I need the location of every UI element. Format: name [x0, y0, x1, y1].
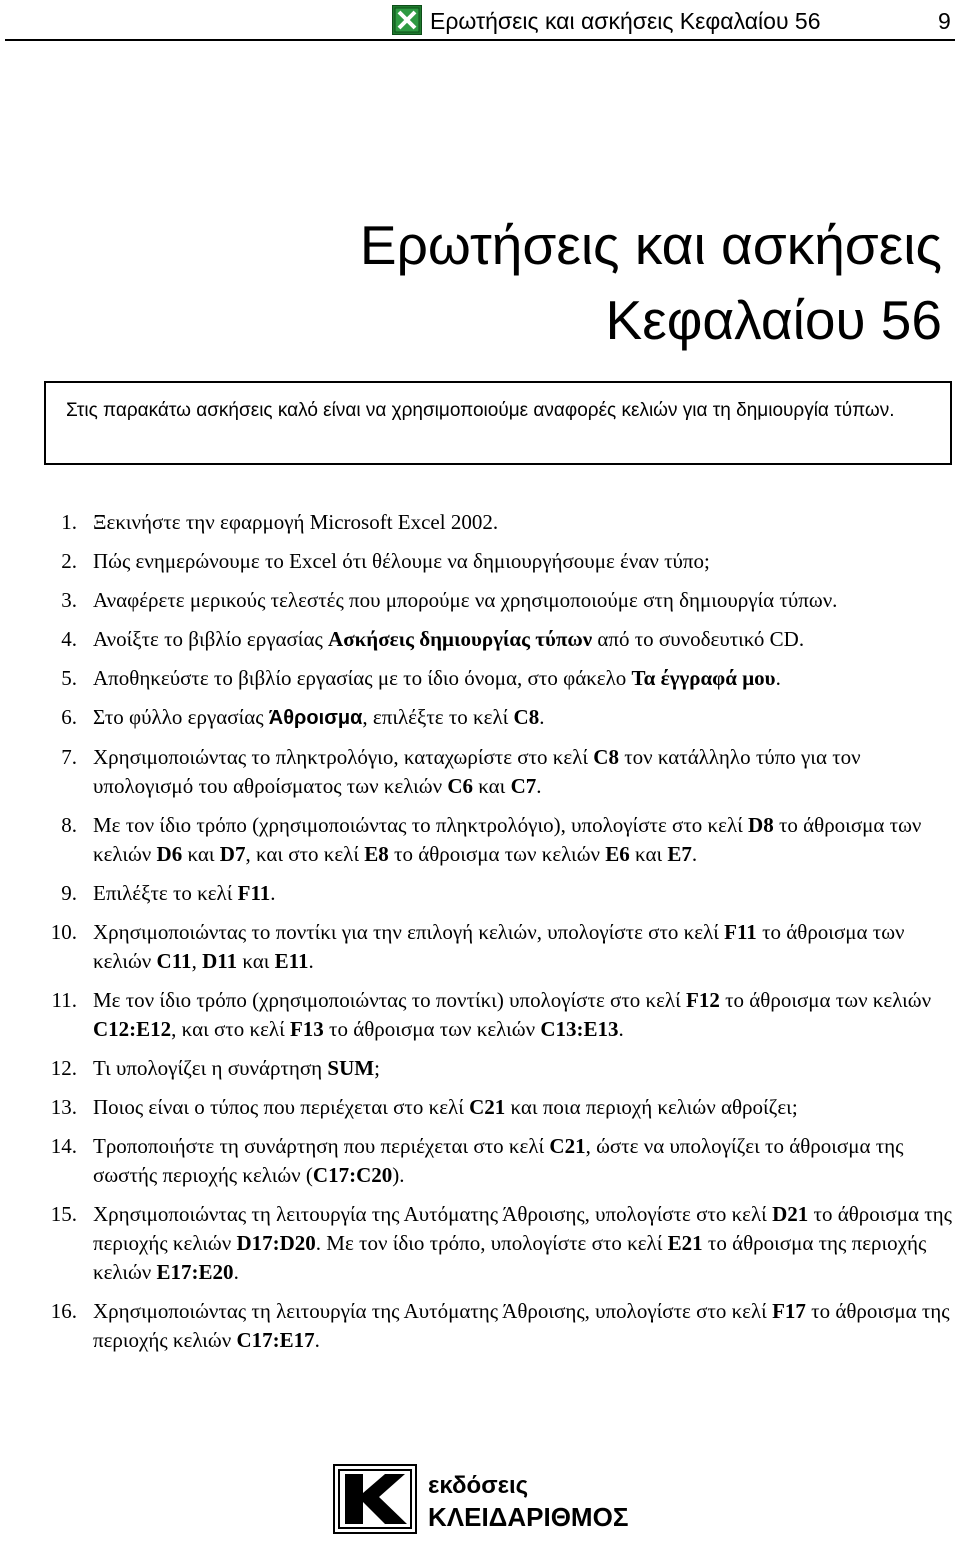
header-divider — [5, 39, 955, 41]
publisher-logo — [333, 1458, 633, 1538]
exercise-number: 11. — [51, 988, 77, 1012]
exercise-number: 1. — [61, 510, 77, 534]
exercise-text: ). — [392, 1163, 405, 1187]
exercise-text: το άθροισμα των κελιών — [719, 988, 932, 1012]
exercise-item — [20, 1297, 960, 1355]
exercise-text: , — [191, 949, 203, 973]
exercise-term: Τα έγγραφά μου — [631, 666, 776, 690]
exercise-text: και — [629, 842, 668, 866]
exercise-number: 4. — [61, 627, 77, 651]
exercise-number: 15. — [50, 1202, 77, 1226]
exercise-text: το άθροισμα της περιοχής κελιών — [93, 1202, 952, 1255]
exercise-text: το άθροισμα της περιοχής κελιών — [93, 1299, 950, 1352]
exercise-text: , και στο κελί — [245, 842, 365, 866]
publisher-line2: ΚΛΕΙΔΑΡΙΘΜΟΣ — [428, 1502, 629, 1532]
exercise-item — [20, 986, 960, 1044]
exercise-text: από το συνοδευτικό CD. — [592, 627, 805, 651]
exercise-text: Με τον ίδιο τρόπο (χρησιμοποιώντας το πληκτρολόγιο), υπολογίστε στο κελί — [93, 813, 749, 837]
exercise-term: F11 — [237, 881, 271, 905]
exercise-term: E17:E20 — [156, 1260, 234, 1284]
exercise-number: 8. — [61, 813, 77, 837]
exercise-text: το άθροισμα των κελιών — [388, 842, 606, 866]
exercise-number: 12. — [50, 1056, 77, 1080]
exercise-term: Ασκήσεις δημιουργίας τύπων — [328, 627, 593, 651]
exercise-term: C8 — [513, 705, 540, 729]
exercise-term: D7 — [219, 842, 246, 866]
exercise-text: . — [314, 1328, 320, 1352]
exercise-item — [20, 508, 960, 537]
exercise-text: Με τον ίδιο τρόπο (χρησιμοποιώντας το ποντίκι) υπολογίστε στο κελί — [93, 988, 687, 1012]
exercise-item — [20, 743, 960, 801]
exercise-term: E6 — [605, 842, 630, 866]
exercise-text: ; — [374, 1056, 380, 1080]
exercise-term: C6 — [447, 774, 474, 798]
exercise-text: Αναφέρετε μερικούς τελεστές που μπορούμε να χρησιμοποιούμε στη δημιουργία τύπων. — [93, 588, 838, 612]
exercise-term: SUM — [327, 1056, 375, 1080]
page-header — [0, 0, 960, 44]
chapter-title-line1: Ερωτήσεις και ασκήσεις — [359, 214, 942, 276]
exercise-term: E21 — [667, 1231, 703, 1255]
exercise-text: . — [308, 949, 314, 973]
exercise-term: E11 — [274, 949, 309, 973]
exercise-text: . — [536, 774, 542, 798]
exercise-item — [20, 811, 960, 869]
exercise-item — [20, 918, 960, 976]
exercise-text: . — [270, 881, 276, 905]
exercise-term: F13 — [289, 1017, 324, 1041]
exercise-text: και — [473, 774, 511, 798]
exercise-text: το άθροισμα των κελιών — [323, 1017, 541, 1041]
exercise-text: Τροποποιήστε τη συνάρτηση που περιέχεται στο κελί — [93, 1134, 550, 1158]
exercise-item — [20, 1054, 960, 1083]
exercise-text: . — [618, 1017, 624, 1041]
chapter-title-line2: Κεφαλαίου 56 — [605, 289, 942, 351]
exercise-text: και ποια περιοχή κελιών αθροίζει; — [505, 1095, 798, 1119]
chapter-title — [360, 208, 942, 358]
exercise-text: . — [539, 705, 545, 729]
exercise-text: . Με τον ίδιο τρόπο, υπολογίστε στο κελί — [315, 1231, 668, 1255]
exercise-text: . — [775, 666, 781, 690]
kleidarithmos-logo-icon — [333, 1464, 417, 1534]
publisher-line1: εκδόσεις — [428, 1472, 529, 1499]
exercise-number: 10. — [50, 920, 77, 944]
page-number: 9 — [938, 8, 951, 34]
exercise-item — [20, 586, 960, 615]
exercise-text: Στο φύλλο εργασίας — [93, 705, 269, 729]
exercise-text: το άθροισμα της περιοχής κελιών — [93, 1231, 927, 1284]
exercise-number: 2. — [61, 549, 77, 573]
excel-icon — [392, 5, 422, 35]
exercise-term: D17:D20 — [236, 1231, 316, 1255]
exercise-item — [20, 664, 960, 693]
exercise-text: Ανοίξτε το βιβλίο εργασίας — [93, 627, 329, 651]
exercise-text: Χρησιμοποιώντας τη λειτουργία της Αυτόματης Άθροισης, υπολογίστε στο κελί — [93, 1299, 773, 1323]
exercise-item — [20, 547, 960, 576]
exercise-number: 14. — [50, 1134, 77, 1158]
running-title: Ερωτήσεις και ασκήσεις Κεφαλαίου 56 — [430, 8, 821, 34]
exercise-text: το άθροισμα των κελιών — [93, 920, 905, 973]
exercise-term: F11 — [724, 920, 757, 944]
exercise-text: τον κατάλληλο τύπο για τον υπολογισμό του αθροίσματος των κελιών — [93, 745, 861, 798]
exercise-term: C17:C20 — [312, 1163, 393, 1187]
exercise-term: C21 — [469, 1095, 506, 1119]
exercise-item — [20, 703, 960, 733]
exercise-text: το άθροισμα των κελιών — [93, 813, 922, 866]
exercise-number: 13. — [50, 1095, 77, 1119]
exercise-number: 3. — [61, 588, 77, 612]
exercise-text: , και στο κελί — [171, 1017, 290, 1041]
exercise-text: και — [182, 842, 220, 866]
exercise-term: D6 — [156, 842, 183, 866]
exercise-text: Πώς ενημερώνουμε το Excel ότι θέλουμε να δημιουργήσουμε έναν τύπο; — [93, 549, 710, 573]
exercise-item — [20, 1093, 960, 1122]
exercise-text: Χρησιμοποιώντας τη λειτουργία της Αυτόματης Άθροισης, υπολογίστε στο κελί — [93, 1202, 773, 1226]
exercise-term: F17 — [772, 1299, 806, 1323]
exercise-item — [20, 879, 960, 908]
exercise-number: 16. — [50, 1299, 77, 1323]
exercise-term: C12:E12 — [93, 1017, 172, 1041]
exercise-text: . — [233, 1260, 239, 1284]
exercise-text: Χρησιμοποιώντας το πληκτρολόγιο, καταχωρίστε στο κελί — [93, 745, 594, 769]
exercise-term: Άθροισμα — [268, 707, 363, 729]
exercise-term: C7 — [510, 774, 537, 798]
exercise-text: Αποθηκεύστε το βιβλίο εργασίας με το ίδιο όνομα, στο φάκελο — [93, 666, 632, 690]
exercise-text: , επιλέξτε το κελί — [362, 705, 514, 729]
intro-text: Στις παρακάτω ασκήσεις καλό είναι να χρησιμοποιούμε αναφορές κελιών για τη δημιουργία τύπων. — [66, 400, 895, 421]
intro-box — [44, 381, 952, 465]
exercise-term: E7 — [667, 842, 692, 866]
exercise-term: E8 — [364, 842, 389, 866]
exercise-text: Ξεκινήστε την εφαρμογή Microsoft Excel 2002. — [93, 510, 499, 534]
exercise-text: , ώστε να υπολογίζει το άθροισμα της σωστής περιοχής κελιών ( — [93, 1134, 904, 1187]
exercise-term: C11 — [156, 949, 192, 973]
exercise-list — [20, 508, 960, 1365]
exercise-text: Χρησιμοποιώντας το ποντίκι για την επιλογή κελιών, υπολογίστε στο κελί — [93, 920, 725, 944]
exercise-term: C21 — [549, 1134, 586, 1158]
exercise-item — [20, 1200, 960, 1287]
exercise-item — [20, 1132, 960, 1190]
exercise-text: και — [237, 949, 275, 973]
exercise-text: . — [691, 842, 698, 866]
exercise-term: C8 — [593, 745, 619, 769]
exercise-term: F12 — [686, 988, 720, 1012]
exercise-term: D21 — [772, 1202, 809, 1226]
exercise-number: 5. — [61, 666, 77, 690]
exercise-text: Επιλέξτε το κελί — [93, 881, 238, 905]
exercise-term: D8 — [748, 813, 774, 837]
exercise-term: D11 — [202, 949, 238, 973]
exercise-term: C13:E13 — [540, 1017, 619, 1041]
exercise-number: 9. — [61, 881, 77, 905]
exercise-number: 6. — [61, 705, 77, 729]
exercise-item — [20, 625, 960, 654]
exercise-number: 7. — [61, 745, 77, 769]
exercise-text: Ποιος είναι ο τύπος που περιέχεται στο κελί — [93, 1095, 470, 1119]
exercise-term: C17:E17 — [236, 1328, 315, 1352]
exercise-text: Τι υπολογίζει η συνάρτηση — [93, 1056, 328, 1080]
